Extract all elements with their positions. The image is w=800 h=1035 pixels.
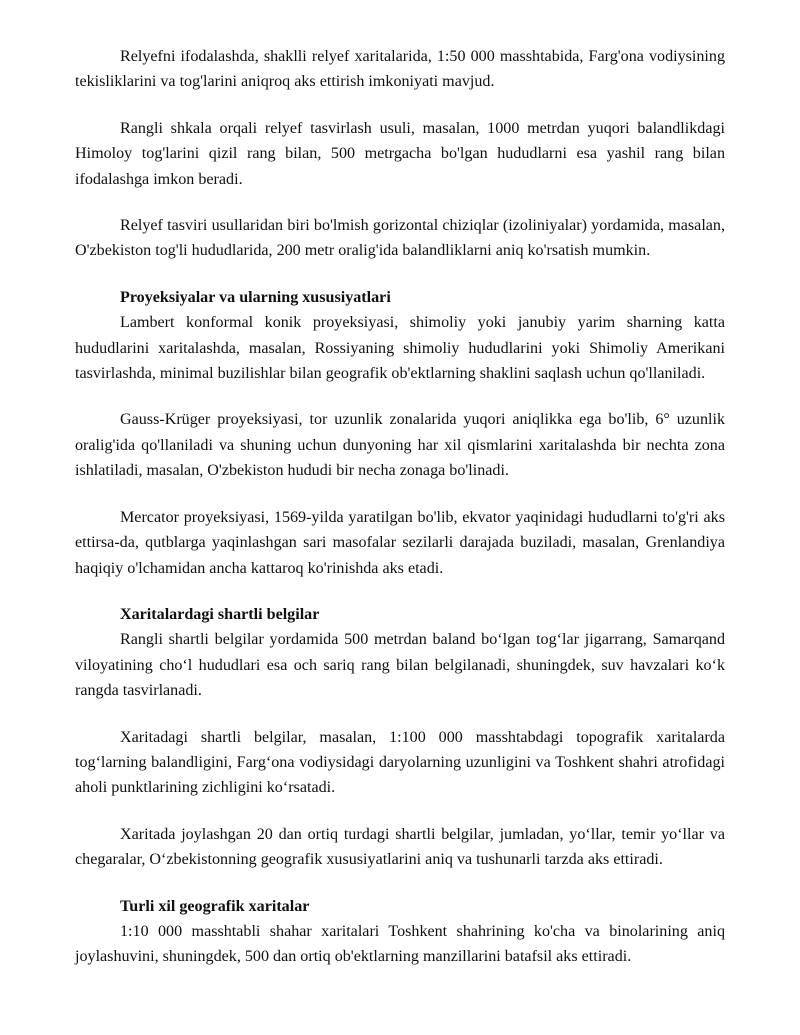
paragraph-relief-shaded: Relyefni ifodalashda, shaklli relyef xaritalarida, 1:50 000 masshtabida, Farg'ona vodiysining tekisliklarini va tog'larini aniqroq aks ettirish imkoniyati mavjud. [75,48,725,91]
paragraph-city-maps: 1:10 000 masshtabli shahar xaritalari Toshkent shahrining ko'cha va binolarining aniq joylashuvini, shuningdek, 500 dan ortiq ob'ektlarning manzillarini batafsil aks ettiradi. [75,922,725,966]
paragraph-relief-color-scale: Rangli shkala orqali relyef tasvirlash usuli, masalan, 1000 metrdan yuqori balandlikdagi Himoloy tog'larini qizil rang bilan, 500 metrgacha bo'lgan hududlarni esa yashil rang bilan ifodalashga imkon beradi. [75,119,725,188]
heading-symbols: Xaritalardagi shartli belgilar [120,605,320,623]
paragraph-symbol-types: Xaritada joylashgan 20 dan ortiq turdagi shartli belgilar, jumladan, yo‘llar, temir yo‘llar va chegaralar, O‘zbekistonning geografik xususiyatlarini aniq va tushunarli tarzda aks ettiradi. [75,825,725,869]
paragraph-mercator: Mercator proyeksiyasi, 1569-yilda yaratilgan bo'lib, ekvator yaqinidagi hududlarni to'g'ri aks ettirsa-da, qutblarga yaqinlashgan sari masofalar sezilarli darajada buziladi, masalan, Grenlandiya haqiqiy o'lchamidan ancha kattaroq ko'rinishda aks etadi. [75,508,725,577]
paragraph-gauss-kruger: Gauss-Krüger proyeksiyasi, tor uzunlik zonalarida yuqori aniqlikka ega bo'lib, 6° uzunlik oralig'ida qo'llaniladi va shuning uchun dunyoning har xil qismlarini xaritalashda bir nechta zona ishlatiladi, masalan, O'zbekiston hududi bir necha zonaga bo'linadi. [75,411,725,480]
paragraph-topographic-symbols: Xaritadagi shartli belgilar, masalan, 1:100 000 masshtabdagi topografik xaritalarda tog‘larning balandligini, Farg‘ona vodiysidagi daryolarning uzunligini va Toshkent shahri atrofidagi aholi punktlarining zichligini ko‘rsatadi. [75,728,725,797]
paragraph-relief-isolines: Relyef tasviri usullaridan biri bo'lmish gorizontal chiziqlar (izoliniyalar) yordamida, masalan, O'zbekiston tog'li hududlarida, 200 metr oralig'ida balandliklarni aniq ko'rsatish mumkin. [75,217,725,260]
paragraph-color-symbols: Rangli shartli belgilar yordamida 500 metrdan baland bo‘lgan tog‘lar jigarrang, Samarqand viloyatining cho‘l hududlari esa och sariq rang bilan belgilanadi, shuningdek, suv havzalari ko‘k rangda tasvirlanadi. [75,631,725,700]
heading-map-types: Turli xil geografik xaritalar [120,897,310,915]
document-page [75,44,725,970]
paragraph-lambert: Lambert konformal konik proyeksiyasi, shimoliy yoki janubiy yarim sharning katta hududlarini xaritalashda, masalan, Rossiyaning shimoliy hududlarini yoki Shimoliy Amerikani tasvirlashda, minimal buzilishlar bilan geografik ob'ektlarning shaklini saqlash uchun qo'llaniladi. [75,314,725,383]
heading-projections: Proyeksiyalar va ularning xususiyatlari [120,288,391,306]
